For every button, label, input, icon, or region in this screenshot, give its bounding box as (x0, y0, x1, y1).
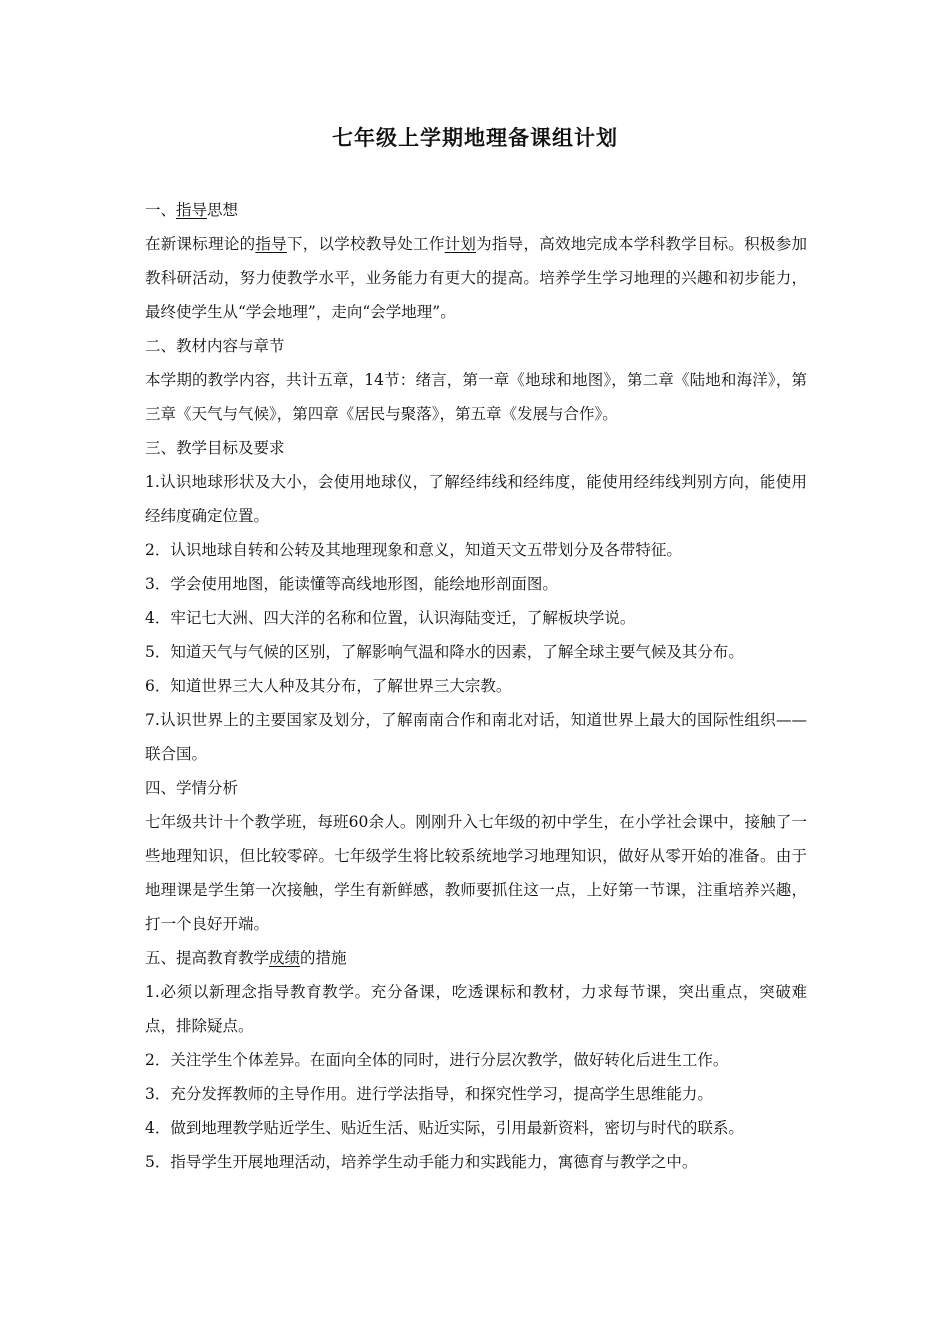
list-item: 3．学会使用地图，能读懂等高线地形图，能绘地形剖面图。 (145, 575, 558, 593)
list-item: 6．知道世界三大人种及其分布，了解世界三大宗教。 (145, 677, 512, 695)
section-1-paragraph (145, 227, 807, 329)
section-1-number: 一、 (145, 201, 177, 219)
document-title: 七年级上学期地理备课组计划 (332, 126, 618, 150)
document-body (145, 193, 807, 1179)
list-item: 4．牢记七大洲、四大洋的名称和位置，认识海陆变迁，了解板块学说。 (145, 609, 636, 627)
list-item: 1.必须以新理念指导教育教学。充分备课，吃透课标和教材，力求每节课，突出重点，突破难点，排除疑点。 (145, 983, 807, 1035)
section-5-heading-b: 的措施 (300, 949, 347, 967)
section-1-underlined-2: 计划 (444, 235, 477, 253)
section-1-text-c: 为指导，高效地完成本学科教学目标。积极参加教科研活动，努力使教学水平，业务能力有更大的提高。培养学生学习地理的兴趣和初步能力，最终使学生从“学会地理”，走向“会学地理”。 (145, 235, 807, 321)
section-2-heading: 二、教材内容与章节 (145, 337, 285, 355)
section-1-heading (145, 193, 807, 227)
section-1-text-b: 下，以学校教导处工作 (286, 235, 445, 253)
section-1-underlined-1: 指导 (255, 235, 287, 253)
section-5-heading (145, 941, 807, 975)
section-5-underlined-word: 成绩 (269, 949, 301, 967)
list-item: 2．认识地球自转和公转及其地理现象和意义，知道天文五带划分及各带特征。 (145, 541, 682, 559)
section-4-paragraph: 七年级共计十个教学班，每班60余人。刚刚升入七年级的初中学生，在小学社会课中，接触了一些地理知识，但比较零碎。七年级学生将比较系统地学习地理知识，做好从零开始的准备。由于地理课是学生第一次接触，学生有新鲜感，教师要抓住这一点，上好第一节课，注重培养兴趣，打一个良好开端。 (145, 813, 807, 933)
section-1-text-a: 在新课标理论的 (145, 235, 256, 253)
list-item: 7.认识世界上的主要国家及划分，了解南南合作和南北对话，知道世界上最大的国际性组织——联合国。 (145, 711, 807, 763)
list-item: 5．知道天气与气候的区别，了解影响气温和降水的因素，了解全球主要气候及其分布。 (145, 643, 744, 661)
section-1-underlined-word: 指导 (176, 201, 208, 219)
list-item: 4．做到地理教学贴近学生、贴近生活、贴近实际，引用最新资料，密切与时代的联系。 (145, 1119, 744, 1137)
section-1-heading-rest: 思想 (207, 201, 239, 219)
section-4-heading: 四、学情分析 (145, 779, 239, 797)
list-item: 5．指导学生开展地理活动，培养学生动手能力和实践能力，寓德育与教学之中。 (145, 1153, 698, 1171)
list-item: 3．充分发挥教师的主导作用。进行学法指导，和探究性学习，提高学生思维能力。 (145, 1085, 713, 1103)
section-3-heading: 三、教学目标及要求 (145, 439, 285, 457)
list-item: 2．关注学生个体差异。在面向全体的同时，进行分层次教学，做好转化后进生工作。 (145, 1051, 729, 1069)
section-5-heading-a: 五、提高教育教学 (145, 949, 270, 967)
list-item: 1.认识地球形状及大小，会使用地球仪，了解经纬线和经纬度，能使用经纬线判别方向，能使用经纬度确定位置。 (145, 473, 807, 525)
section-2-paragraph: 本学期的教学内容，共计五章，14节：绪言，第一章《地球和地图》，第二章《陆地和海洋》，第三章《天气与气候》，第四章《居民与聚落》，第五章《发展与合作》。 (145, 371, 807, 423)
